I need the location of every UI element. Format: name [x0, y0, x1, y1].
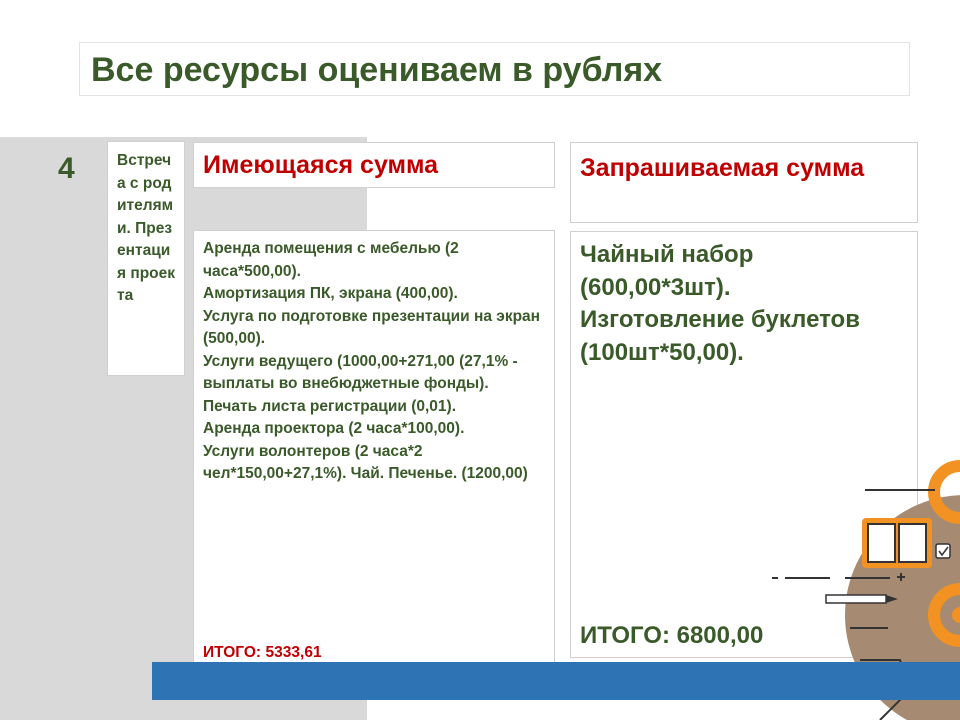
available-item: Амортизация ПК, экрана (400,00).: [203, 285, 458, 302]
available-total: [203, 644, 322, 662]
title-box: [79, 42, 910, 96]
slide-title: Все ресурсы оцениваем в рублях: [91, 51, 663, 89]
available-items: [203, 238, 543, 486]
requested-items: [580, 239, 900, 369]
available-item: Печать листа регистрации (0,01).: [203, 397, 456, 415]
available-total-label: ИТОГО:: [203, 644, 262, 661]
stage-name-box: [107, 141, 185, 376]
requested-header-box: [570, 142, 918, 223]
available-item: Услуги ведущего (1000,00+271,00 (27,1% - выплаты во внебюджетные фонды).: [203, 352, 518, 392]
requested-header: Запрашиваемая сумма: [580, 154, 865, 182]
requested-item: Чайный набор (600,00*3шт).: [580, 241, 754, 301]
requested-total: ИТОГО: 6800,00: [580, 622, 764, 649]
stage-number: 4: [58, 152, 75, 185]
footer-bar: [152, 662, 960, 700]
checkbox-icon: [936, 544, 950, 558]
available-item: Аренда проектора (2 часа*100,00).: [203, 420, 465, 437]
stage-name: Встреча с родителями. Презентация проекта: [117, 152, 176, 304]
available-list-box: [193, 230, 555, 666]
available-header: Имеющаяся сумма: [203, 151, 439, 179]
available-item: Аренда помещения с мебелью (2 часа*500,00).: [203, 240, 459, 280]
pencil-icon: [826, 595, 886, 603]
available-item: Услуги волонтеров (2 часа*2 чел*150,00+27,1%). Чай. Печенье. (1200,00): [203, 442, 528, 482]
available-item: Услуга по подготовке презентации на экран (500,00).: [203, 307, 541, 347]
requested-item: Изготовление буклетов (100шт*50,00).: [580, 306, 860, 366]
available-header-box: [193, 142, 555, 188]
available-total-value: 5333,61: [265, 644, 322, 661]
